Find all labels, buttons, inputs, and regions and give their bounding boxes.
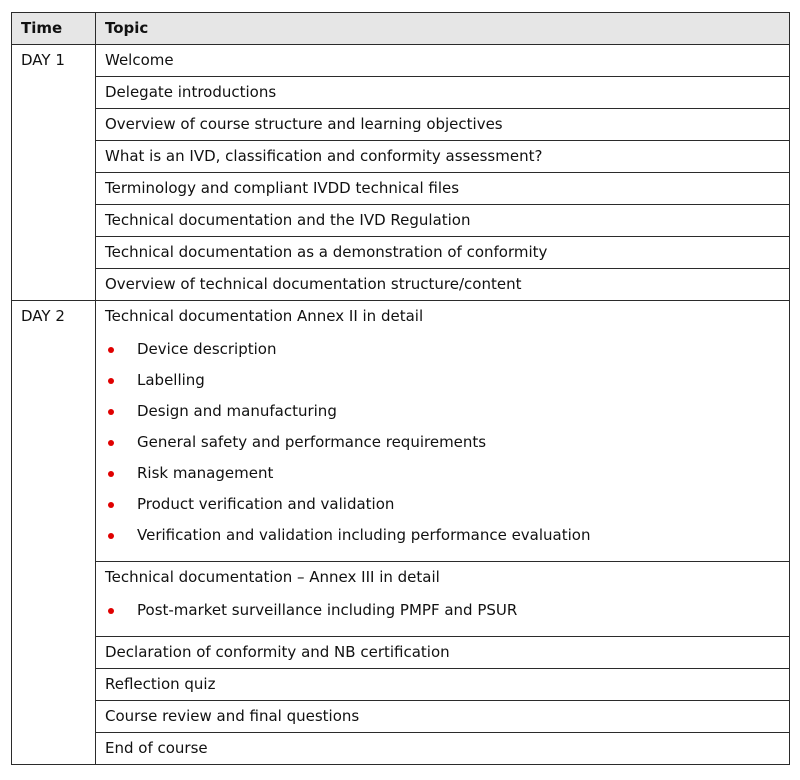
agenda-table (11, 12, 790, 765)
annex3-title: Technical documentation – Annex III in detail (105, 568, 440, 586)
table-row (12, 637, 790, 669)
table-row (12, 733, 790, 765)
table-row (12, 237, 790, 269)
topic-cell: What is an IVD, classification and conformity assessment? (96, 141, 790, 173)
annex3-cell (96, 562, 790, 637)
list-item: Labelling (105, 365, 789, 396)
table-row (12, 141, 790, 173)
header-topic: Topic (96, 13, 790, 45)
topic-cell: Course review and final questions (96, 701, 790, 733)
annex2-cell (96, 301, 790, 562)
list-item: Product verification and validation (105, 489, 789, 520)
table-row (12, 109, 790, 141)
table-row (12, 173, 790, 205)
table-row (12, 45, 790, 77)
table-row (12, 269, 790, 301)
annex2-title: Technical documentation Annex II in detail (105, 307, 424, 325)
topic-cell: Technical documentation and the IVD Regulation (96, 205, 790, 237)
table-row (12, 77, 790, 109)
table-row (12, 562, 790, 637)
day1-label: DAY 1 (12, 45, 96, 301)
table-row (12, 301, 790, 562)
list-item: Post-market surveillance including PMPF and PSUR (105, 595, 789, 626)
annex2-list (105, 334, 789, 551)
list-item: Verification and validation including performance evaluation (105, 520, 789, 551)
topic-cell: Technical documentation as a demonstration of conformity (96, 237, 790, 269)
table-row (12, 669, 790, 701)
list-item: Device description (105, 334, 789, 365)
header-time: Time (12, 13, 96, 45)
topic-cell: Overview of technical documentation structure/content (96, 269, 790, 301)
topic-cell: Reflection quiz (96, 669, 790, 701)
topic-cell: Terminology and compliant IVDD technical files (96, 173, 790, 205)
header-row (12, 13, 790, 45)
list-item: General safety and performance requirements (105, 427, 789, 458)
table-row (12, 205, 790, 237)
topic-cell: Delegate introductions (96, 77, 790, 109)
topic-cell: Welcome (96, 45, 790, 77)
annex3-list (105, 595, 789, 626)
day2-label: DAY 2 (12, 301, 96, 765)
topic-cell: Declaration of conformity and NB certification (96, 637, 790, 669)
list-item: Design and manufacturing (105, 396, 789, 427)
topic-cell: End of course (96, 733, 790, 765)
topic-cell: Overview of course structure and learning objectives (96, 109, 790, 141)
table-row (12, 701, 790, 733)
list-item: Risk management (105, 458, 789, 489)
